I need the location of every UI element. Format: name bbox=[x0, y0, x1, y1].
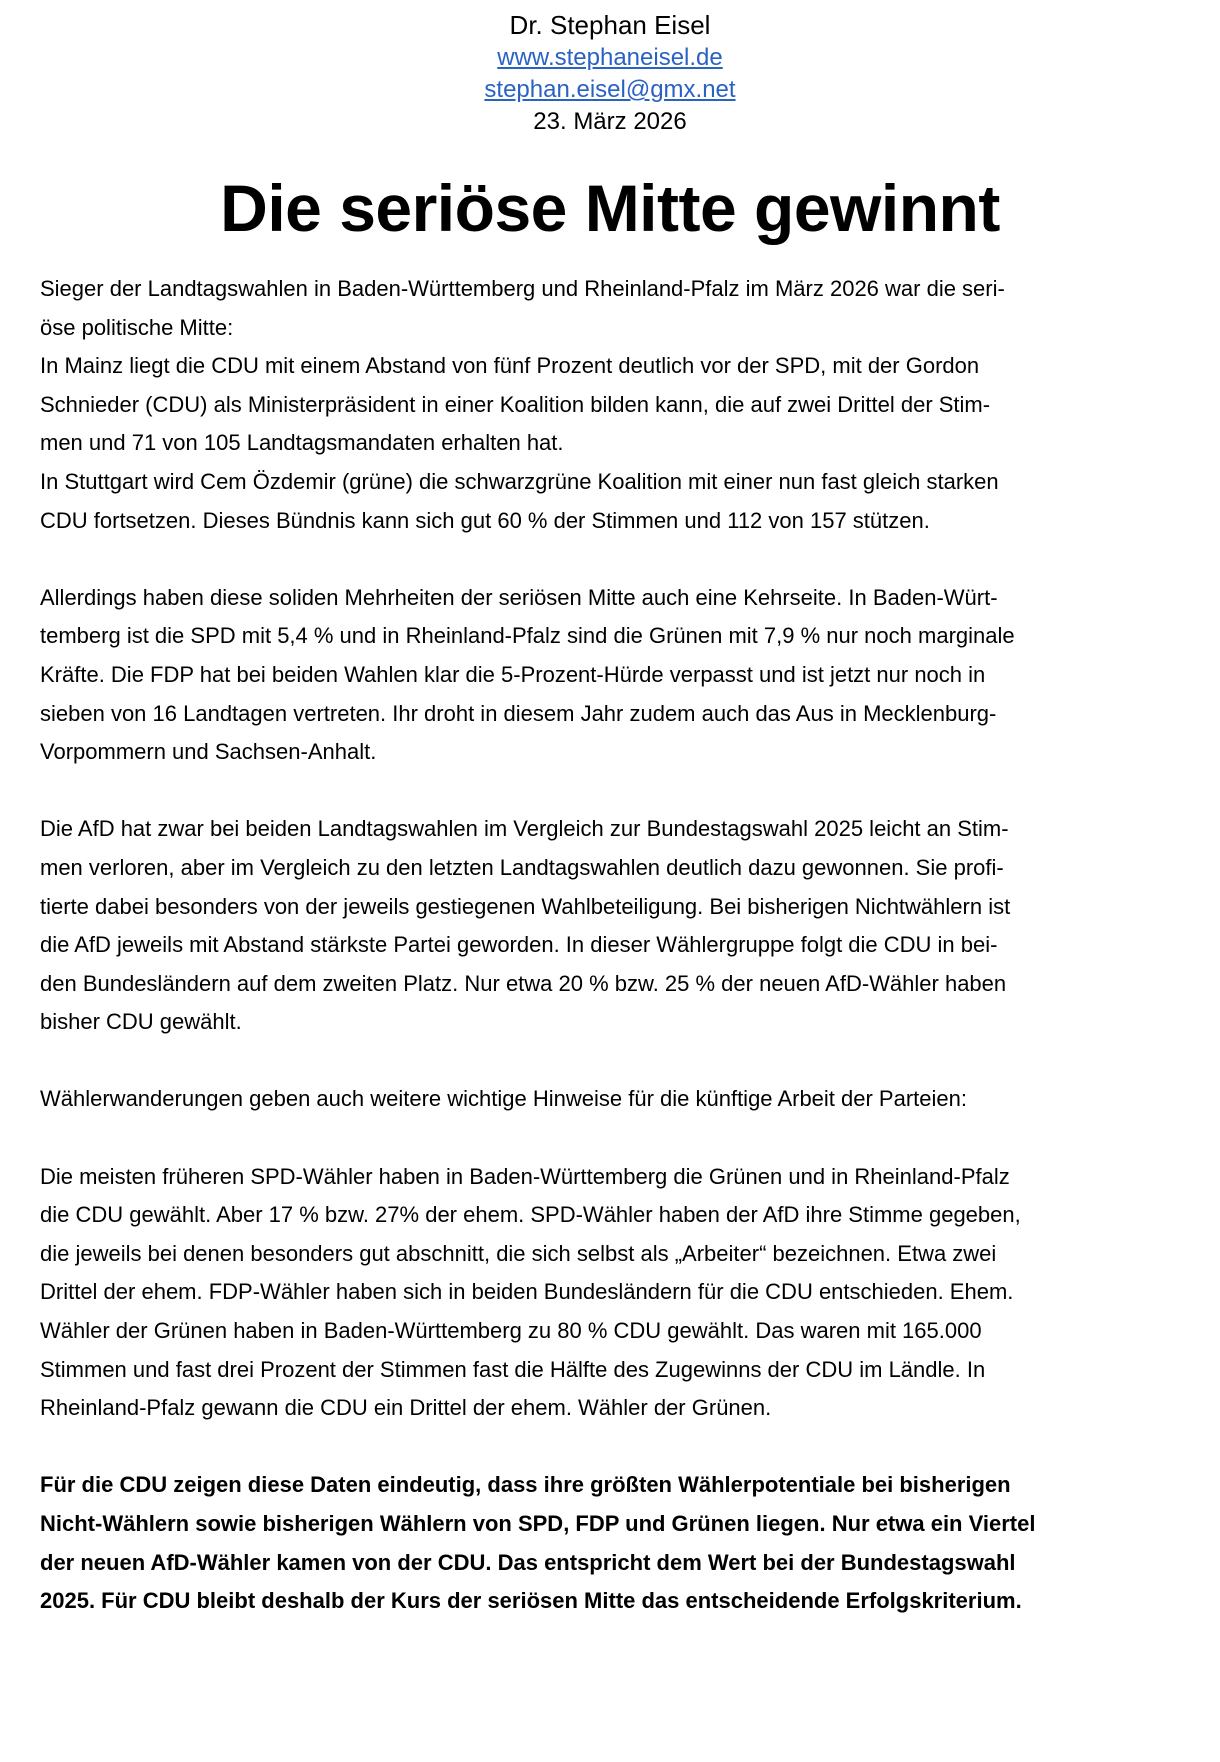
text-line: Kräfte. Die FDP hat bei beiden Wahlen klar die 5-Prozent-Hürde verpasst und ist jetzt nur noch in bbox=[40, 661, 986, 687]
author-name: Dr. Stephan Eisel bbox=[509, 10, 711, 40]
body-paragraph bbox=[40, 810, 1210, 1042]
document-body bbox=[40, 270, 1210, 1621]
document-title bbox=[0, 168, 1220, 248]
text-line: tierte dabei besonders von der jeweils gestiegenen Wahlbeteiligung. Bei bisherigen Nichtwählern ist bbox=[40, 893, 1011, 919]
text-line: die CDU gewählt. Aber 17 % bzw. 27% der ehem. SPD-Wähler haben der AfD ihre Stimme gegeben, bbox=[40, 1202, 1021, 1228]
text-line: Die AfD hat zwar bei beiden Landtagswahlen im Vergleich zur Bundestagswahl 2025 leicht an Stim- bbox=[40, 816, 1009, 842]
document-title-text: Die seriöse Mitte gewinnt bbox=[220, 171, 1000, 245]
email-link[interactable]: stephan.eisel@gmx.net bbox=[484, 76, 736, 103]
text-line: Wählerwanderungen geben auch weitere wichtige Hinweise für die künftige Arbeit der Parteien: bbox=[40, 1086, 967, 1112]
text-line: 2025. Für CDU bleibt deshalb der Kurs der seriösen Mitte das entscheidende Erfolgskriterium. bbox=[40, 1588, 1022, 1614]
paragraph-gap bbox=[40, 1119, 1210, 1158]
body-paragraph bbox=[40, 1158, 1210, 1428]
text-line: der neuen AfD-Wähler kamen von der CDU. Das entspricht dem Wert bei der Bundestagswahl bbox=[40, 1549, 1016, 1575]
text-line: men und 71 von 105 Landtagsmandaten erhalten hat. bbox=[40, 430, 564, 456]
document-date: 23. März 2026 bbox=[533, 108, 687, 135]
website-link[interactable]: www.stephaneisel.de bbox=[497, 44, 723, 71]
text-line: Nicht-Wählern sowie bisherigen Wählern von SPD, FDP und Grünen liegen. Nur etwa ein Viertel bbox=[40, 1511, 1036, 1536]
body-paragraph bbox=[40, 270, 1210, 540]
text-line: Rheinland-Pfalz gewann die CDU ein Drittel der ehem. Wähler der Grünen. bbox=[40, 1395, 772, 1421]
text-line: bisher CDU gewählt. bbox=[40, 1009, 242, 1035]
text-line: Sieger der Landtagswahlen in Baden-Württemberg und Rheinland-Pfalz im März 2026 war die seri- bbox=[40, 276, 1005, 301]
body-paragraph bbox=[40, 579, 1210, 772]
text-line: Wähler der Grünen haben in Baden-Württemberg zu 80 % CDU gewählt. Das waren mit 165.000 bbox=[40, 1318, 982, 1344]
text-line: Für die CDU zeigen diese Daten eindeutig, dass ihre größten Wählerpotentiale bei bisherigen bbox=[40, 1472, 1011, 1498]
document-header bbox=[0, 8, 1220, 138]
text-line: Schnieder (CDU) als Ministerpräsident in einer Koalition bilden kann, die auf zwei Drittel der Stim- bbox=[40, 391, 991, 417]
text-line: die AfD jeweils mit Abstand stärkste Partei geworden. In dieser Wählergruppe folgt die CDU in bei- bbox=[40, 932, 998, 958]
paragraph-gap bbox=[40, 1042, 1210, 1081]
text-line: Die meisten früheren SPD-Wähler haben in Baden-Württemberg die Grünen und in Rheinland-Pfalz bbox=[40, 1163, 1010, 1189]
text-line: den Bundesländern auf dem zweiten Platz. Nur etwa 20 % bzw. 25 % der neuen AfD-Wähler haben bbox=[40, 970, 1007, 996]
text-line: men verloren, aber im Vergleich zu den letzten Landtagswahlen deutlich dazu gewonnen. Sie profi- bbox=[40, 854, 1004, 880]
paragraph-gap bbox=[40, 772, 1210, 811]
text-line: öse politische Mitte: bbox=[40, 314, 234, 340]
conclusion-paragraph bbox=[40, 1466, 1210, 1620]
body-paragraph bbox=[40, 1080, 1210, 1119]
text-line: In Stuttgart wird Cem Özdemir (grüne) die schwarzgrüne Koalition mit einer nun fast gleich starken bbox=[40, 468, 999, 494]
paragraph-gap bbox=[40, 1428, 1210, 1467]
text-line: Stimmen und fast drei Prozent der Stimmen fast die Hälfte des Zugewinns der CDU im Ländle. In bbox=[40, 1356, 986, 1382]
text-line: In Mainz liegt die CDU mit einem Abstand von fünf Prozent deutlich vor der SPD, mit der Gordon bbox=[40, 353, 980, 379]
text-line: Vorpommern und Sachsen-Anhalt. bbox=[40, 739, 377, 765]
text-line: Allerdings haben diese soliden Mehrheiten der seriösen Mitte auch eine Kehrseite. In Baden-Würt- bbox=[40, 584, 998, 610]
text-line: temberg ist die SPD mit 5,4 % und in Rheinland-Pfalz sind die Grünen mit 7,9 % nur noch marginale bbox=[40, 623, 1015, 649]
paragraph-gap bbox=[40, 540, 1210, 579]
text-line: CDU fortsetzen. Dieses Bündnis kann sich gut 60 % der Stimmen und 112 von 157 stützen. bbox=[40, 507, 930, 533]
text-line: die jeweils bei denen besonders gut abschnitt, die sich selbst als „Arbeiter“ bezeichnen. Etwa zwei bbox=[40, 1240, 997, 1266]
text-line: sieben von 16 Landtagen vertreten. Ihr droht in diesem Jahr zudem auch das Aus in Mecklenburg- bbox=[40, 700, 997, 726]
text-line: Drittel der ehem. FDP-Wähler haben sich in beiden Bundesländern für die CDU entschieden. Ehem. bbox=[40, 1279, 1014, 1305]
